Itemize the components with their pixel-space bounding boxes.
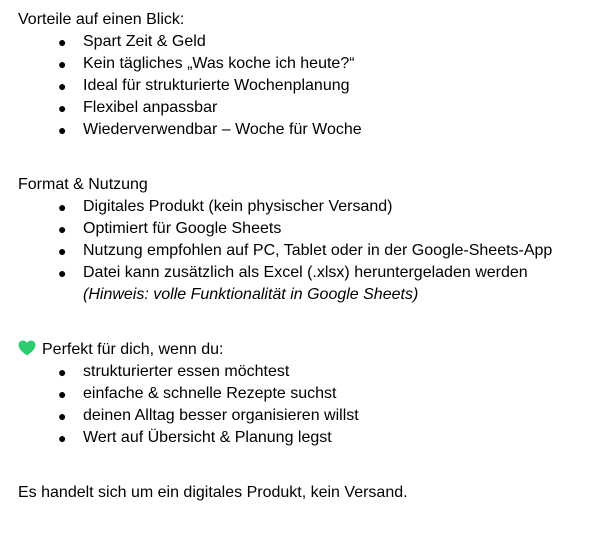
format-note: (Hinweis: volle Funktionalität in Google Sheets) — [83, 286, 419, 303]
list-item-text: Digitales Produkt (kein physischer Versand) — [83, 198, 393, 215]
list-item-text: Optimiert für Google Sheets — [83, 220, 282, 237]
list-item-text: Kein tägliches „Was koche ich heute?“ — [83, 55, 355, 72]
bullet-icon: ● — [58, 265, 67, 281]
bullet-icon: ● — [58, 221, 67, 237]
bullet-icon: ● — [58, 199, 67, 215]
target-audience-heading: Perfekt für dich, wenn du: — [42, 341, 224, 358]
footer-note: Es handelt sich um ein digitales Produkt, kein Versand. — [18, 484, 408, 501]
bullet-icon: ● — [58, 243, 67, 259]
list-item-text: Nutzung empfohlen auf PC, Tablet oder in der Google-Sheets-App — [83, 242, 553, 259]
list-item-text: einfache & schnelle Rezepte suchst — [83, 385, 337, 402]
bullet-icon: ● — [58, 78, 67, 94]
green-heart-icon — [18, 340, 36, 356]
bullet-icon: ● — [58, 56, 67, 72]
bullet-icon: ● — [58, 364, 67, 380]
list-item-text: strukturierter essen möchtest — [83, 363, 290, 380]
list-item-text: deinen Alltag besser organisieren willst — [83, 407, 359, 424]
list-item-text: Flexibel anpassbar — [83, 99, 218, 116]
bullet-icon: ● — [58, 408, 67, 424]
bullet-icon: ● — [58, 100, 67, 116]
list-item-text: Datei kann zusätzlich als Excel (.xlsx) heruntergeladen werden — [83, 264, 528, 281]
format-heading: Format & Nutzung — [18, 176, 148, 193]
list-item-text: Ideal für strukturierte Wochenplanung — [83, 77, 350, 94]
target-audience-heading-row — [18, 339, 223, 361]
bullet-icon: ● — [58, 386, 67, 402]
list-item-text: Wert auf Übersicht & Planung legst — [83, 429, 332, 446]
list-item-text: Wiederverwendbar – Woche für Woche — [83, 121, 362, 138]
bullet-icon: ● — [58, 122, 67, 138]
bullet-icon: ● — [58, 430, 67, 446]
list-item-text: Spart Zeit & Geld — [83, 33, 206, 50]
benefits-heading: Vorteile auf einen Blick: — [18, 11, 185, 28]
bullet-icon: ● — [58, 34, 67, 50]
